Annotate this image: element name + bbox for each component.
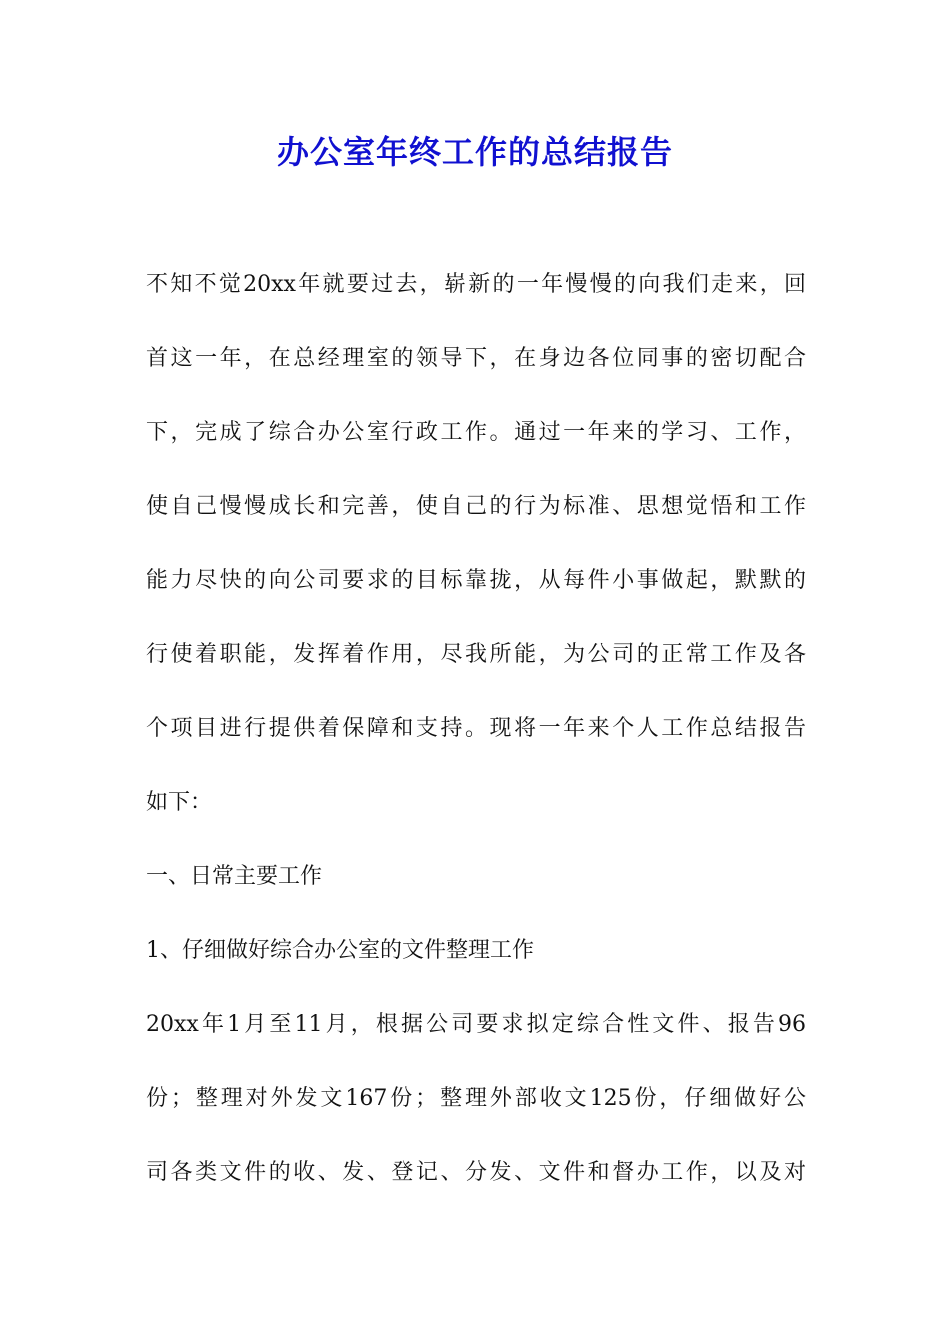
paragraph-line: 司各类文件的收、发、登记、分发、文件和督办工作，以及对 (146, 1160, 806, 1185)
document-body (146, 248, 806, 1210)
paragraph-line: 能力尽快的向公司要求的目标靠拢，从每件小事做起，默默的 (146, 568, 806, 593)
paragraph-line: 行使着职能，发挥着作用，尽我所能，为公司的正常工作及各 (146, 642, 806, 667)
subsection-heading: 1、仔细做好综合办公室的文件整理工作 (146, 938, 534, 963)
paragraph-line: 个项目进行提供着保障和支持。现将一年来个人工作总结报告 (146, 716, 806, 741)
paragraph-line: 首这一年，在总经理室的领导下，在身边各位同事的密切配合 (146, 346, 806, 371)
paragraph-line: 20xx年1月至11月，根据公司要求拟定综合性文件、报告96 (146, 1012, 806, 1037)
paragraph-line: 如下： (146, 790, 213, 815)
document-title: 办公室年终工作的总结报告 (276, 133, 673, 171)
paragraph-line: 份；整理对外发文167份；整理外部收文125份，仔细做好公 (146, 1086, 806, 1111)
paragraph-line: 下，完成了综合办公室行政工作。通过一年来的学习、工作， (146, 420, 806, 445)
paragraph-line: 不知不觉20xx年就要过去，崭新的一年慢慢的向我们走来，回 (146, 272, 806, 297)
section-heading: 一、日常主要工作 (146, 864, 323, 889)
paragraph-line: 使自己慢慢成长和完善，使自己的行为标准、思想觉悟和工作 (146, 494, 806, 519)
